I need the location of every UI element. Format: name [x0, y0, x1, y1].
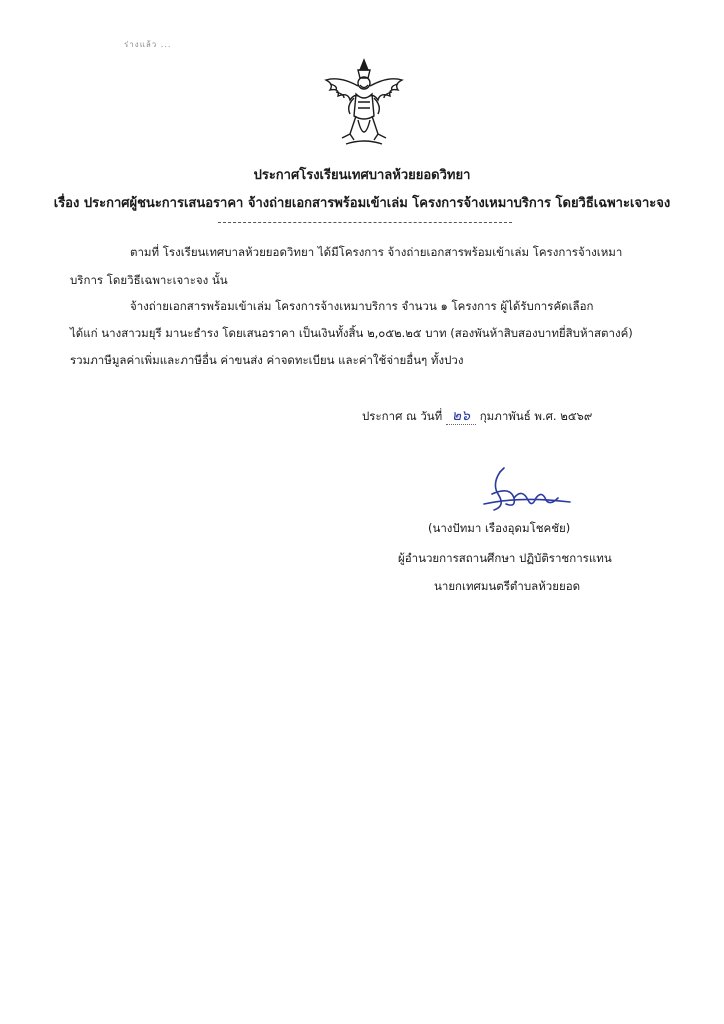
announce-month-year: กุมภาพันธ์ พ.ศ. ๒๕๖๙: [479, 409, 593, 423]
signature-icon: [470, 464, 580, 520]
signatory-name: (นางปัทมา เรืองอุดมโชคชัย): [428, 521, 571, 535]
handwritten-note: ร่างแล้ว ...: [124, 40, 172, 49]
announcement-date: [362, 405, 592, 427]
announce-prefix: ประกาศ ณ วันที่: [362, 409, 443, 423]
signatory-role-2: นายกเทศมนตรีตำบลห้วยยอด: [434, 579, 581, 593]
body-line: ตามที่ โรงเรียนเทศบาลห้วยยอดวิทยา ได้มีโครงการ จ้างถ่ายเอกสารพร้อมเข้าเล่ม โครงการจ้างเหมา: [130, 245, 623, 259]
document-title: ประกาศโรงเรียนเทศบาลห้วยยอดวิทยา: [253, 168, 471, 183]
garuda-emblem-icon: [316, 54, 412, 150]
document-subject: เรื่อง ประกาศผู้ชนะการเสนอราคา จ้างถ่ายเอกสารพร้อมเข้าเล่ม โครงการจ้างเหมาบริการ โดยวิธีเฉพาะเจาะจง: [53, 196, 671, 211]
title-divider: [218, 222, 512, 223]
body-line: ได้แก่ นางสาวมยุรี มานะธำรง โดยเสนอราคา เป็นเงินทั้งสิ้น ๒,๐๕๒.๒๕ บาท (สองพันห้าสิบสองบาทยี่สิบห้าสตางค์): [70, 326, 633, 340]
body-line: รวมภาษีมูลค่าเพิ่มและภาษีอื่น ค่าขนส่ง ค่าจดทะเบียน และค่าใช้จ่ายอื่นๆ ทั้งปวง: [70, 353, 464, 367]
announce-day: ๒๖: [446, 408, 476, 425]
body-line: บริการ โดยวิธีเฉพาะเจาะจง นั้น: [70, 273, 228, 287]
body-line: จ้างถ่ายเอกสารพร้อมเข้าเล่ม โครงการจ้างเหมาบริการ จำนวน ๑ โครงการ ผู้ได้รับการคัดเลือก: [130, 299, 594, 313]
signatory-role: ผู้อำนวยการสถานศึกษา ปฏิบัติราชการแทน: [398, 551, 612, 565]
